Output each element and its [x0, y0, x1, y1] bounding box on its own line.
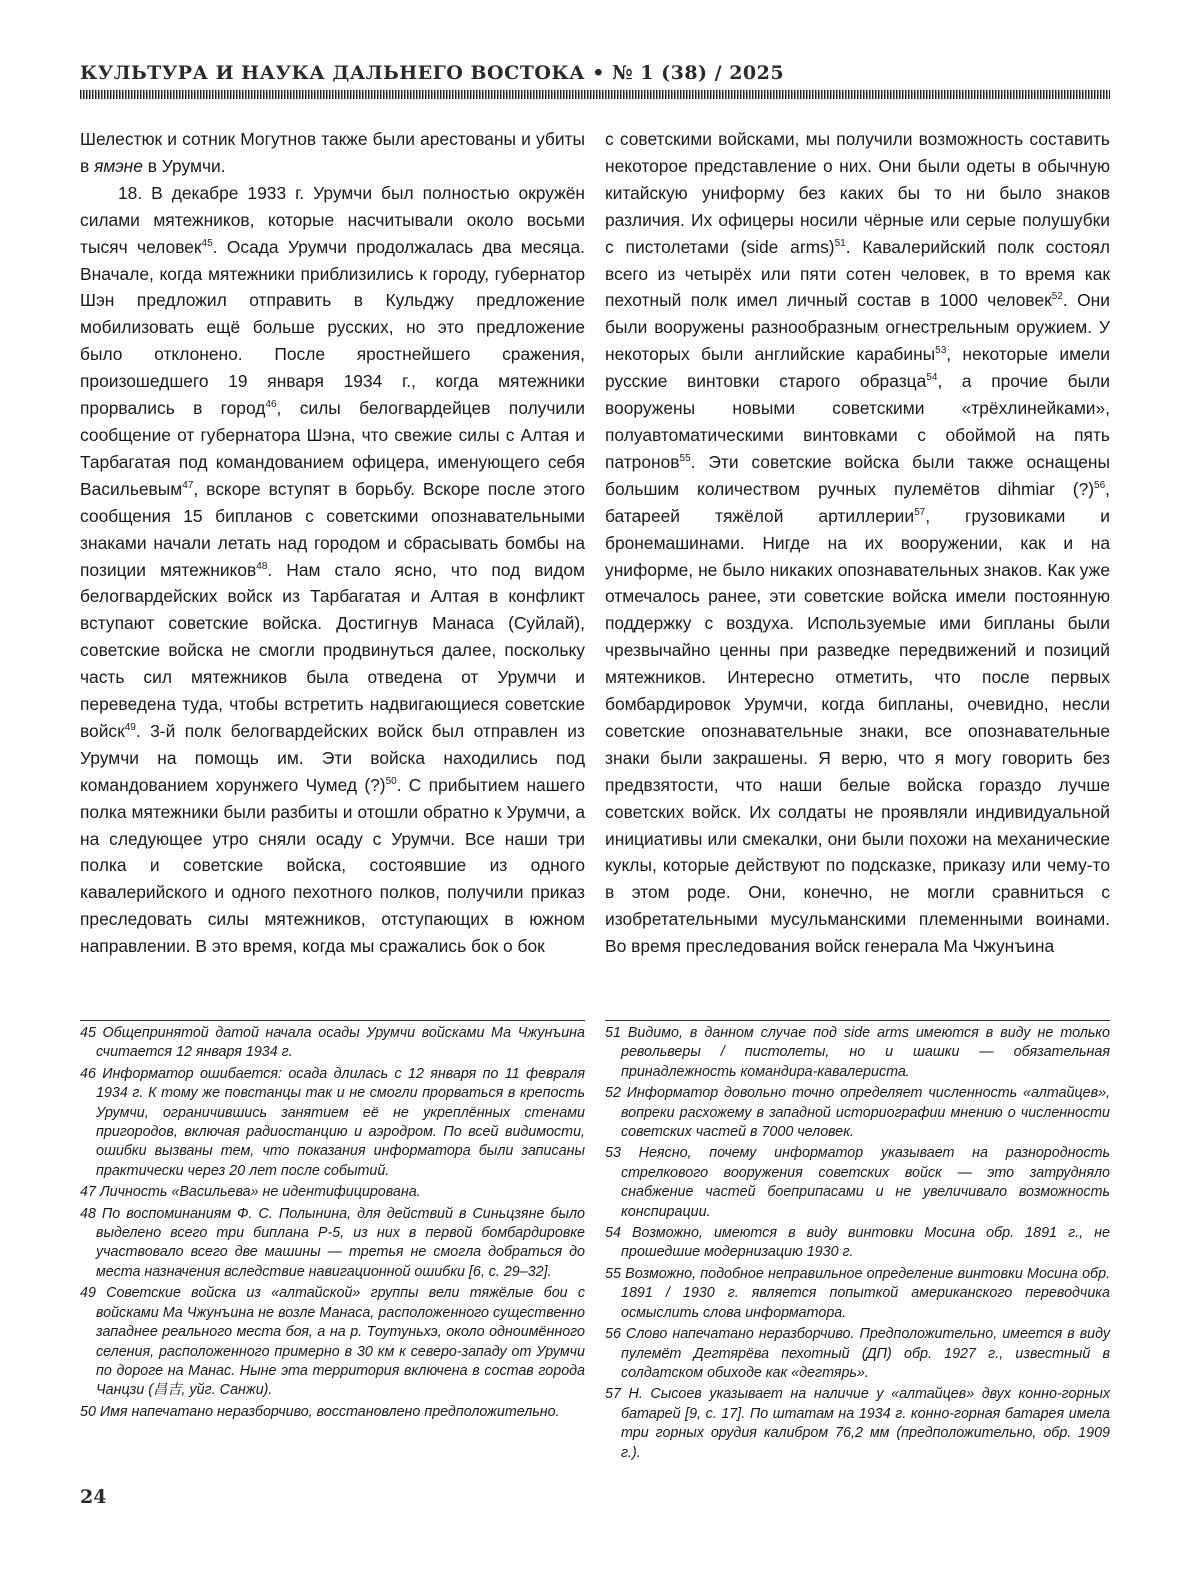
footnote-50: 50 Имя напечатано неразборчиво, восстановлено предположительно. [80, 1403, 560, 1420]
page-number: 24 [80, 1486, 107, 1508]
paragraph-17-end: Шелестюк и сотник Могутнов также были арестованы и убиты в ямэне в Урумчи. [80, 129, 585, 176]
footnote-ref-56[interactable]: 56 [1094, 479, 1106, 491]
footnote-53: 53 Неясно, почему информатор указывает на разнородность стрелкового вооружения советских войск — это затрудняло снабжение частей боеприпасами и не увеличивало возможность конспирации. [605, 1145, 1110, 1220]
footnote-51: 51 Видимо, в данном случае под side arms имеются в виду не только револьверы / пистолеты, но и шашки — обязательная принадлежность командира-кавалериста. [605, 1025, 1110, 1080]
footnote-56: 56 Слово напечатано неразборчиво. Предположительно, имеется в виду пулемёт Дегтярёва пехотный (ДП) обр. 1927 г., известный в солдатском обиходе как «дегтярь». [605, 1326, 1110, 1381]
footnote-ref-55[interactable]: 55 [679, 453, 691, 465]
footnote-ref-53[interactable]: 53 [935, 345, 947, 357]
journal-header: КУЛЬТУРА И НАУКА ДАЛЬНЕГО ВОСТОКА • № 1 (38) / 2025 [80, 62, 785, 84]
emphasis-yamen: ямэне [94, 155, 143, 176]
footnote-ref-48[interactable]: 48 [256, 560, 268, 572]
footnote-57: 57 Н. Сысоев указывает на наличие у «алтайцев» двух конно-горных батарей [9, с. 17]. По штатам на 1934 г. конно-горная батарея имела три горных орудия калибром 76,2 мм (предположительно, обр. 1909 г.). [605, 1386, 1110, 1461]
footnotes-left [80, 1024, 585, 1424]
footnote-54: 54 Возможно, имеются в виду винтовки Мосина обр. 1891 г., не прошедшие модернизацию 1930 г. [605, 1225, 1110, 1261]
left-column [80, 126, 585, 960]
paragraph-18-continued: с советскими войсками, мы получили возможность составить некоторое представление о них. Они были одеты в обычную китайскую униформу без каких бы то ни было знаков различия. Их офицеры носили чёрные или серые полушубки с пистолетами (side arms)$^{51}$. Кавалерийский полк состоял всего из четырёх или пяти сотен человек, в то время как пехотный полк имел личный состав в 1000 человек$^{52}$. Они были вооружены разнообразным огнестрельным оружием. У некоторых были английские карабины$^{53}$, некоторые имели русские винтовки старого образца$^{54}$, а прочие были вооружены новыми советскими «трёхлинейками», полуавтоматическими винтовками с обоймой на пять патронов$^{55}$. Эти советские войска были также оснащены большим количеством ручных пулемётов dihmiar (?)$^{56}$, батареей тяжёлой артиллерии$^{57}$, грузовиками и бронемашинами. Нигде на их вооружении, как и на униформе, не было никаких опознавательных знаков. Как уже отмечалось ранее, эти советские войска имели постоянную поддержку с воздуха. Используемые ими бипланы были чрезвычайно ценны при разведке передвижений и позиций мятежников. Интересно отметить, что после первых бомбардировок Урумчи, когда бипланы, очевидно, несли советские опознавательные знаки, все опознавательные знаки были закрашены. Я верю, что я могу говорить без предвзятости, что наши белые войска гораздо лучше советских войск. Их солдаты не проявляли индивидуальной инициативы или смекалки, они были похожи на механические куклы, которые действуют по подсказке, приказу или чему-то в этом роде. Они, конечно, не могли сравниться с изобретательными мусульманскими племенными воинами. Во время преследования войск генерала Ма Чжунъина [605, 129, 1110, 957]
footnote-49: 49 Советские войска из «алтайской» группы вели тяжёлые бои с войсками Ма Чжунъина не возле Манаса, расположенного существенно западнее реального места боя, а на р. Тоутуньхэ, около одноимённого селения, расположенного примерно в 30 км к северо-западу от Урумчи по дороге на Манас. Ныне эта территория включена в состав города Чанцзи (昌吉, уйг. Санжи). [80, 1285, 585, 1399]
footnote-ref-57[interactable]: 57 [914, 506, 926, 518]
footnote-55: 55 Возможно, подобное неправильное определение винтовки Мосина обр. 1891 / 1930 г. является попыткой американского переводчика осмыслить слова информатора. [605, 1265, 1110, 1321]
footnote-ref-49[interactable]: 49 [124, 722, 136, 734]
right-column [605, 126, 1110, 960]
footnote-ref-46[interactable]: 46 [265, 399, 277, 411]
footnote-45: 45 Общепринятой датой начала осады Урумчи войсками Ма Чжунъина считается 12 января 1934 г. [80, 1025, 585, 1061]
paragraph-18: 18. В декабре 1933 г. Урумчи был полностью окружён силами мятежников, которые насчитывали около восьми тысяч человек$^{45}$. Осада Урумчи продолжалась два месяца. Вначале, когда мятежники приблизились к городу, губернатор Шэн предложил отправить в Кульджу предложение мобилизовать ещё больше русских, но это предложение было отклонено. После яростнейшего сражения, произошедшего 19 января 1934 г., когда мятежники прорвались в город$^{46}$, силы белогвардейцев получили сообщение от губернатора Шэна, что свежие силы с Алтая и Тарбагатая под командованием офицера, именующего себя Васильевым$^{47}$, вскоре вступят в борьбу. Вскоре после этого сообщения 15 бипланов с советскими опознавательными знаками начали летать над городом и сбрасывать бомбы на позиции мятежников$^{48}$. Нам стало ясно, что под видом белогвардейских войск из Тарбагатая и Алтая в конфликт вступают советские войска. Достигнув Манаса (Суйлай), советские войска не смогли продвинуться далее, поскольку часть сил мятежников была отведена от Урумчи и переведена туда, чтобы встретить надвигающиеся советские войск$^{49}$. 3-й полк белогвардейских войск был отправлен из Урумчи на помощь им. Эти войска находились под командованием хорунжего Чумед (?)$^{50}$. С прибытием нашего полка мятежники были разбиты и отошли обратно к Урумчи, а на следующее утро сняли осаду с Урумчи. Все наши три полка и советские войска, состоявшие из одного кавалерийского и одного пехотного полков, получили приказ преследовать силы мятежников, отступающих в южном направлении. В это время, когда мы сражались бок о бок [80, 182, 585, 957]
footnote-ref-54[interactable]: 54 [926, 372, 938, 384]
footnote-46: 46 Информатор ошибается: осада длилась с 12 января по 11 февраля 1934 г. К тому же повстанцы так и не смогли прорваться в крепость Урумчи, ограничившись занятием её не укреплённых стенами пригородов, включая радиостанцию и аэродром. По всей видимости, ошибки вызваны тем, что показания информатора были записаны практически через 20 лет после событий. [80, 1065, 585, 1179]
footnote-ref-50[interactable]: 50 [385, 775, 397, 787]
footnote-47: 47 Личность «Васильева» не идентифицирована. [80, 1184, 421, 1201]
header-hatched-rule [80, 90, 1110, 99]
footnote-divider-right [605, 1020, 1110, 1021]
footnote-ref-52[interactable]: 52 [1051, 291, 1063, 303]
footnote-ref-47[interactable]: 47 [182, 479, 194, 491]
footnote-divider-left [80, 1020, 585, 1021]
footnote-ref-51[interactable]: 51 [834, 237, 846, 249]
footnotes-right [605, 1024, 1110, 1465]
footnote-ref-45[interactable]: 45 [201, 237, 213, 249]
footnote-52: 52 Информатор довольно точно определяет численность «алтайцев», вопреки расхожему в западной историографии мнению о численности советских частей в 7000 человек. [605, 1085, 1110, 1141]
footnote-48: 48 По воспоминаниям Ф. С. Полынина, для действий в Синьцзяне было выделено всего три биплана Р-5, из них в первой бомбардировке участвовало всего две машины — третья не смогла добраться до места назначения вследствие навигационной ошибки [6, с. 29–32]. [80, 1205, 585, 1280]
